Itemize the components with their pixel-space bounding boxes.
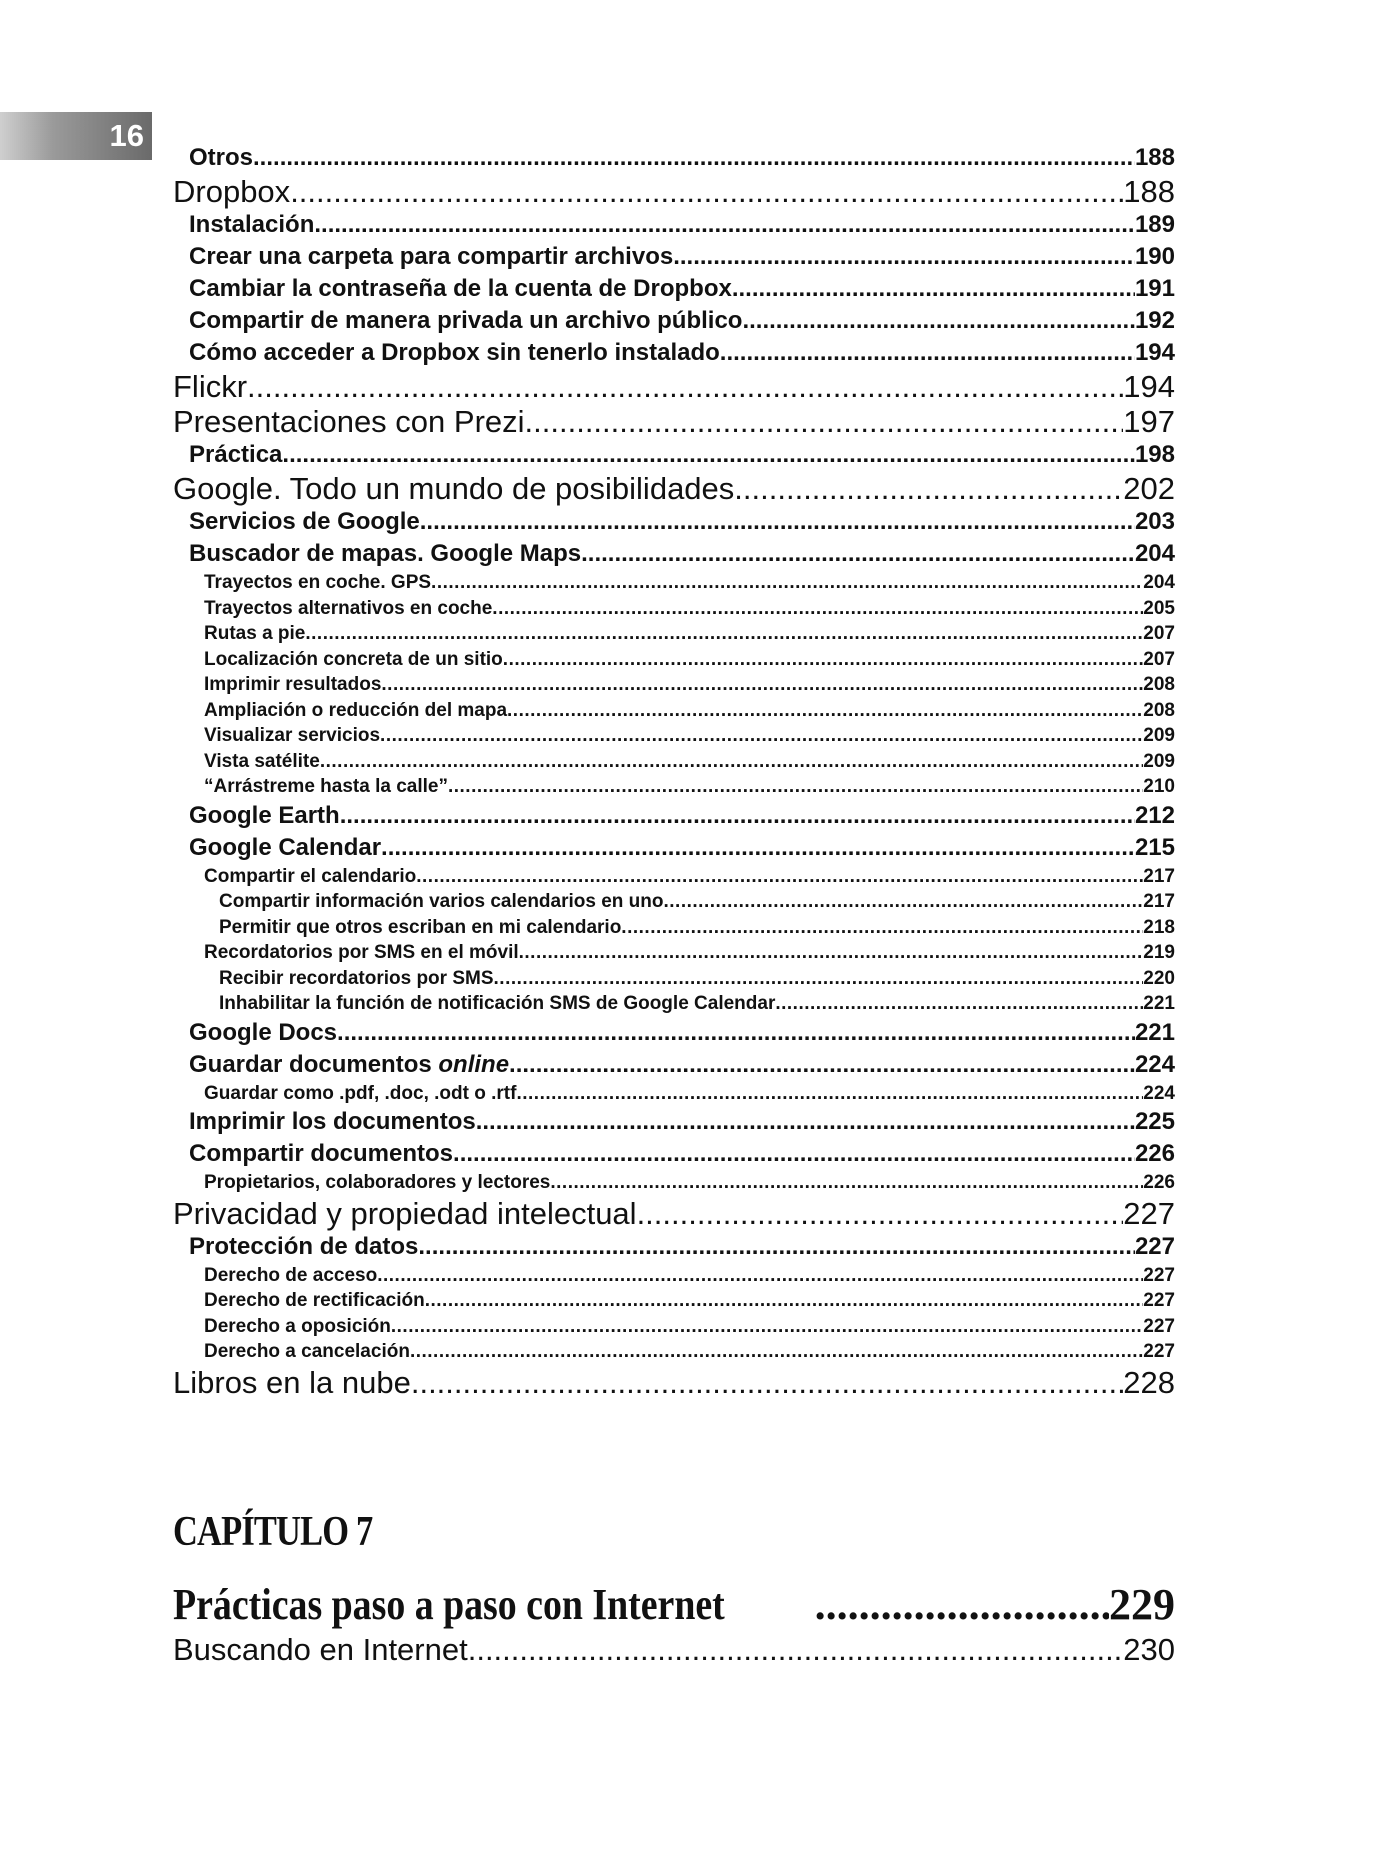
toc-entry-level-2 [173, 1017, 1175, 1049]
toc-entry-page: 209 [1143, 725, 1175, 746]
toc-entry-title: Inhabilitar la función de notificación SMS de Google Calendar [219, 993, 776, 1014]
toc-entry-level-3 [173, 672, 1175, 698]
toc-entry-level-1 [173, 174, 1175, 209]
chapter-title-page: 229 [1109, 1580, 1175, 1629]
toc-entry-level-2 [173, 1106, 1175, 1138]
dot-leader [377, 1263, 1143, 1288]
toc-entry-title: Compartir de manera privada un archivo público [189, 307, 743, 334]
toc-entry-title: Google Calendar [189, 833, 382, 861]
table-of-contents [173, 142, 1175, 1400]
toc-entry-level-3 [173, 749, 1175, 775]
toc-entry-page: 191 [1134, 275, 1175, 302]
toc-entry-page: 190 [1134, 243, 1175, 270]
toc-entry-level-3 [173, 774, 1175, 800]
toc-entry-level-3 [173, 1339, 1175, 1365]
dot-leader [732, 273, 1135, 305]
toc-entry-level-2 [173, 209, 1175, 241]
dot-leader [340, 800, 1135, 832]
dot-leader [468, 1632, 1124, 1667]
toc-entry-title: Ampliación o reducción del mapa [204, 699, 508, 721]
toc-entry-page: 225 [1134, 1108, 1175, 1135]
toc-entry-page: 192 [1134, 307, 1175, 334]
toc-entry-page: 217 [1143, 865, 1175, 887]
toc-entry-level-2 [173, 506, 1175, 538]
dot-leader [507, 698, 1143, 723]
dot-leader [519, 940, 1144, 965]
dot-leader [381, 672, 1143, 697]
toc-entry-title: Crear una carpeta para compartir archivos [189, 243, 674, 270]
toc-entry-title: Compartir información varios calendarios en uno [219, 891, 664, 912]
toc-entry-page: 197 [1123, 404, 1175, 439]
dot-leader [420, 506, 1135, 538]
toc-entry-level-3 [173, 698, 1175, 724]
toc-entry-level-3 [173, 1314, 1175, 1340]
toc-entry-page: 228 [1123, 1364, 1175, 1400]
toc-entry-level-2 [173, 1231, 1175, 1263]
dot-leader [492, 596, 1143, 621]
toc-entry-page: 208 [1143, 674, 1175, 695]
toc-entry-level-3 [173, 570, 1175, 596]
toc-entry-level-4 [173, 889, 1175, 915]
dot-leader [550, 1170, 1143, 1195]
toc-entry-page: 227 [1134, 1232, 1175, 1260]
dot-leader [775, 991, 1143, 1016]
toc-entry-title: Visualizar servicios [204, 725, 381, 746]
dot-leader [380, 723, 1143, 748]
toc-entry-title: Instalación [189, 211, 315, 238]
toc-entry-level-2 [173, 273, 1175, 305]
toc-entry-title: Presentaciones con Prezi [173, 404, 525, 439]
toc-entry-level-4 [173, 915, 1175, 941]
toc-entry-level-1 [173, 1365, 1175, 1400]
dot-leader [425, 1288, 1144, 1313]
toc-entry-level-4 [173, 991, 1175, 1017]
toc-entry-page: 215 [1134, 833, 1175, 861]
toc-entry-page: 207 [1143, 623, 1175, 644]
toc-entry-title: “Arrástreme hasta la calle” [204, 776, 448, 797]
toc-entry-title: Localización concreta de un sitio [204, 648, 503, 670]
toc-entry-title: Compartir documentos [189, 1140, 454, 1167]
toc-entry-page: 219 [1143, 942, 1175, 963]
toc-entry-title: Protección de datos [189, 1232, 419, 1260]
toc-entry-page: 209 [1143, 750, 1175, 772]
dot-leader [509, 1049, 1135, 1081]
toc-entry-title: Buscando en Internet [173, 1632, 468, 1667]
toc-entry-title: Buscador de mapas. Google Maps [189, 540, 582, 567]
toc-entry-level-1 [173, 471, 1175, 506]
dot-leader [453, 1138, 1135, 1170]
dot-leader [637, 1196, 1124, 1231]
chapter-title: Prácticas paso a paso con Internet [173, 1580, 725, 1629]
toc-entry-page: 198 [1134, 441, 1175, 468]
toc-entry-level-3 [173, 1170, 1175, 1196]
dot-leader [418, 1231, 1135, 1263]
chapter-heading [173, 1508, 1175, 1667]
toc-entry-level-2 [173, 241, 1175, 273]
dot-leader [503, 647, 1144, 672]
toc-entry-title: Derecho a cancelación [204, 1341, 410, 1362]
toc-entry-title: Servicios de Google [189, 508, 420, 535]
dot-leader [247, 369, 1123, 404]
toc-entry-page: 221 [1143, 993, 1175, 1014]
toc-entry-level-3 [173, 1288, 1175, 1314]
dot-leader [320, 749, 1143, 774]
dot-leader [742, 305, 1134, 337]
dot-leader [381, 832, 1135, 864]
toc-entry-title: Flickr [173, 369, 248, 404]
toc-entry-title: Derecho de rectificación [204, 1290, 425, 1311]
toc-entry-level-2 [173, 305, 1175, 337]
toc-entry-page: 212 [1134, 801, 1175, 829]
toc-entry-title: Cambiar la contraseña de la cuenta de Dropbox [189, 275, 732, 302]
dot-leader [282, 439, 1135, 471]
toc-entry-page: 202 [1123, 471, 1175, 506]
toc-entry-page: 210 [1143, 776, 1175, 797]
toc-entry-page: 217 [1143, 891, 1175, 912]
toc-entry-title: Derecho a oposición [204, 1315, 391, 1337]
dot-leader [253, 142, 1135, 174]
toc-entry-title: Privacidad y propiedad intelectual [173, 1195, 637, 1231]
toc-entry-level-3 [173, 864, 1175, 890]
toc-entry-page: 224 [1134, 1050, 1175, 1078]
toc-entry-page: 227 [1143, 1315, 1175, 1337]
toc-entry-page: 226 [1143, 1172, 1175, 1193]
toc-entry-title: Propietarios, colaboradores y lectores [204, 1172, 551, 1193]
dot-leader [664, 889, 1144, 914]
dot-leader [431, 570, 1143, 595]
dot-leader [314, 209, 1135, 241]
dot-leader [720, 337, 1135, 369]
toc-entry-title: Otros [189, 144, 254, 171]
toc-entry-level-3 [173, 1263, 1175, 1289]
dot-leader [621, 915, 1143, 940]
toc-entry-level-2 [173, 538, 1175, 570]
toc-entry-level-3 [173, 940, 1175, 966]
toc-entry-title: Vista satélite [204, 750, 320, 772]
toc-entry-level-3 [173, 647, 1175, 673]
toc-entry-level-2 [173, 142, 1175, 174]
toc-entry-page: 205 [1143, 597, 1175, 619]
dot-leader [416, 864, 1143, 889]
dot-leader [290, 174, 1123, 209]
toc-entry-title: Dropbox [173, 174, 291, 209]
toc-entry-page: 221 [1134, 1018, 1175, 1046]
dot-leader [337, 1017, 1135, 1049]
toc-entry-page: 220 [1143, 967, 1175, 989]
toc-entry-page: 227 [1123, 1195, 1175, 1231]
dot-leader [673, 241, 1135, 273]
toc-entry-page: 194 [1123, 369, 1175, 404]
toc-entry-title: Trayectos alternativos en coche [204, 597, 493, 619]
toc-entry-title: Recordatorios por SMS en el móvil [204, 942, 519, 963]
toc-entry-level-1 [173, 369, 1175, 404]
toc-entry-level-2 [173, 1138, 1175, 1170]
toc-entry-page: 203 [1134, 508, 1175, 535]
dot-leader [410, 1339, 1143, 1364]
page-number-tab [0, 112, 152, 160]
toc-entry-page: 204 [1134, 540, 1175, 567]
toc-entry-title: Google. Todo un mundo de posibilidades [173, 471, 735, 506]
toc-entry-title: Cómo acceder a Dropbox sin tenerlo instalado [189, 339, 720, 366]
toc-entry-title: Guardar como .pdf, .doc, .odt o .rtf [204, 1082, 517, 1104]
page-number: 16 [109, 118, 144, 153]
toc-entry-page: 230 [1123, 1632, 1175, 1667]
toc-entry-title: Trayectos en coche. GPS [204, 572, 432, 593]
toc-entry-level-2 [173, 832, 1175, 864]
toc-entry-level-2 [173, 337, 1175, 369]
toc-entry-page: 227 [1143, 1264, 1175, 1286]
toc-entry-level-1 [173, 1632, 1175, 1667]
dot-leader [734, 471, 1123, 506]
toc-entry-title: Libros en la nube [173, 1364, 411, 1400]
dot-leader [516, 1081, 1143, 1106]
toc-entry-title: Recibir recordatorios por SMS [219, 967, 494, 989]
toc-entry-level-2 [173, 800, 1175, 832]
toc-entry-page: 189 [1134, 211, 1175, 238]
toc-entry-title: Guardar documentos [189, 1050, 439, 1078]
toc-entry-title: Google Docs [189, 1018, 338, 1046]
toc-entry-title: Imprimir los documentos [189, 1108, 476, 1135]
toc-entry-level-3 [173, 621, 1175, 647]
toc-entry-level-3 [173, 596, 1175, 622]
toc-entry-level-1 [173, 1196, 1175, 1231]
toc-entry-page: 226 [1134, 1140, 1175, 1167]
toc-entry-page: 208 [1143, 699, 1175, 721]
toc-entry-title: Compartir el calendario [204, 865, 417, 887]
toc-entry-title: Google Earth [189, 801, 340, 829]
toc-entry-title: Permitir que otros escriban en mi calendario [219, 916, 622, 938]
dot-leader [581, 538, 1135, 570]
toc-entry-level-3 [173, 1081, 1175, 1107]
dot-leader [411, 1365, 1123, 1400]
toc-entry-page: 188 [1134, 144, 1175, 171]
toc-entry-title: Práctica [189, 441, 283, 468]
toc-entry-page: 204 [1143, 572, 1175, 593]
dot-leader [391, 1314, 1143, 1339]
toc-entry-page: 218 [1143, 916, 1175, 938]
toc-entry-level-2 [173, 439, 1175, 471]
dot-leader [448, 774, 1143, 799]
toc-entry-level-1 [173, 404, 1175, 439]
toc-entry-level-2 [173, 1049, 1175, 1081]
toc-entry-title-italic: online [438, 1050, 510, 1078]
toc-entry-page: 194 [1134, 339, 1175, 366]
toc-entry-page: 227 [1143, 1290, 1175, 1311]
toc-entry-page: 188 [1123, 174, 1175, 209]
toc-entry-title: Imprimir resultados [204, 674, 382, 695]
dot-leader [494, 966, 1144, 991]
toc-entry-page: 207 [1143, 648, 1175, 670]
toc-entry-title: Rutas a pie [204, 623, 306, 644]
dot-leader [525, 404, 1124, 439]
chapter-title-entry [173, 1578, 1175, 1632]
dot-leader [815, 1578, 1109, 1632]
chapter-label: CAPÍTULO 7 [173, 1509, 373, 1555]
toc-entry-title: Derecho de acceso [204, 1264, 378, 1286]
toc-entry-page: 224 [1143, 1082, 1175, 1104]
toc-entry-level-4 [173, 966, 1175, 992]
dot-leader [305, 621, 1143, 646]
toc-entry-page: 227 [1143, 1341, 1175, 1362]
dot-leader [476, 1106, 1135, 1138]
toc-entry-level-3 [173, 723, 1175, 749]
